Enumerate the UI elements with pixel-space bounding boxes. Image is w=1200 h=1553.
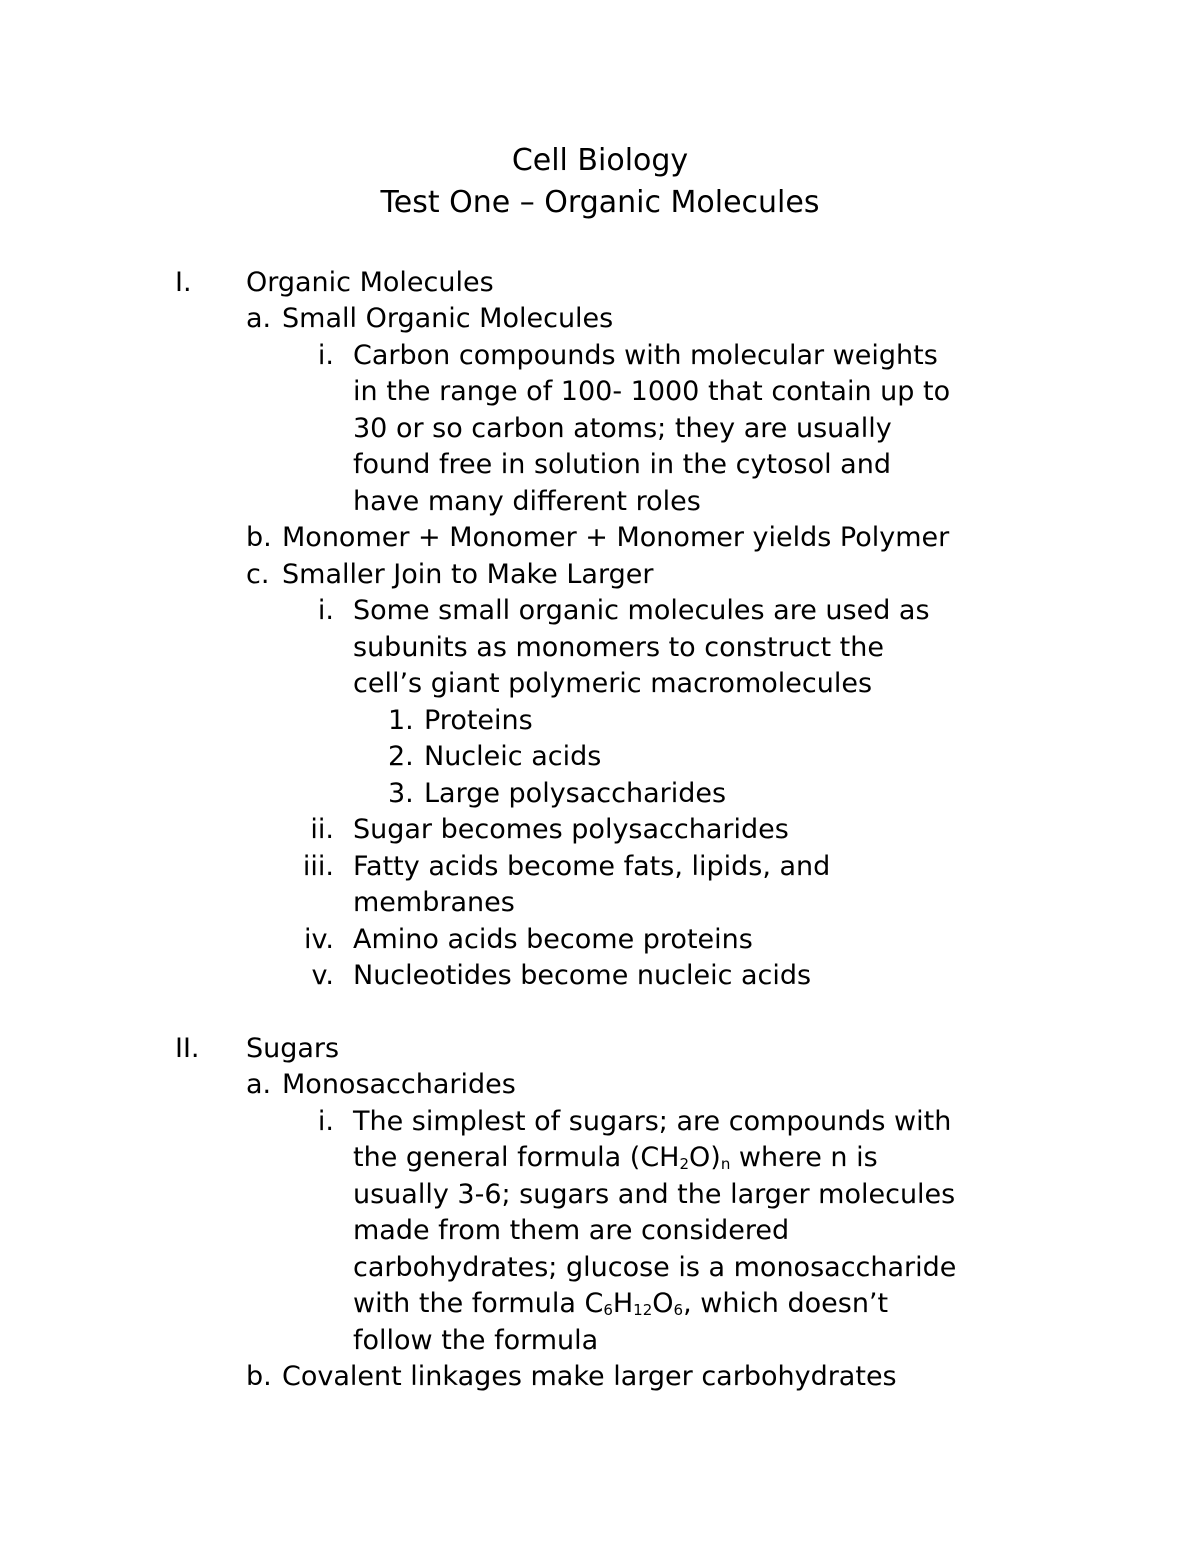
text-run: H [612,1288,634,1319]
list-marker: i. [317,340,334,371]
outline-text-line: The simplest of sugars; are compounds with [353,1106,952,1137]
text-run: where n is [730,1142,878,1173]
list-marker: 2. [388,741,414,772]
list-item: Proteins [424,705,533,736]
outline-text-line: found free in solution in the cytosol and [353,449,891,480]
list-marker: 1. [388,705,414,736]
outline-text-line: membranes [353,887,515,918]
outline-text-line: made from them are considered [353,1215,790,1246]
document-subtitle: Test One – Organic Molecules [380,185,820,220]
list-marker: iv. [304,924,334,955]
text-run: , which doesn’t [683,1288,889,1319]
document-title: Cell Biology [511,143,689,178]
section-marker: I. [175,267,192,298]
outline-text-line: 30 or so carbon atoms; they are usually [353,413,892,444]
list-marker: a. [246,1069,272,1100]
subscript: 6 [603,1301,613,1319]
outline-text-line: follow the formula [353,1325,599,1356]
outline-text-line: Carbon compounds with molecular weights [353,340,938,371]
outline-item: Monosaccharides [282,1069,516,1100]
subscript: 2 [679,1155,690,1173]
list-marker: i. [317,595,334,626]
list-item: Nucleic acids [424,741,602,772]
text-run: O [652,1288,674,1319]
section-heading: Organic Molecules [246,267,494,298]
text-run: the general formula (CH [353,1142,680,1173]
outline-item: Amino acids become proteins [353,924,753,955]
outline-text-line: Fatty acids become fats, lipids, and [353,851,831,882]
section-marker: II. [175,1033,200,1064]
subscript: 6 [673,1301,684,1319]
section-heading: Sugars [246,1033,340,1064]
list-marker: a. [246,303,272,334]
subscript: n [720,1155,731,1173]
outline-text-line: Some small organic molecules are used as [353,595,930,626]
list-marker: 3. [388,778,414,809]
list-marker: iii. [302,851,334,882]
outline-item: Small Organic Molecules [282,303,614,334]
list-marker: b. [246,522,272,553]
list-item: Large polysaccharides [424,778,727,809]
outline-text-line: cell’s giant polymeric macromolecules [353,668,873,699]
outline-item: Smaller Join to Make Larger [282,559,654,590]
outline-text-line: in the range of 100- 1000 that contain up to [353,376,951,407]
formula-line [353,1140,878,1176]
outline-text-line: usually 3-6; sugars and the larger molecules [353,1179,956,1210]
outline-item: Monomer + Monomer + Monomer yields Polymer [282,522,950,553]
outline-text-line: carbohydrates; glucose is a monosaccharide [353,1252,957,1283]
text-run: O) [689,1142,721,1173]
list-marker: b. [246,1361,272,1392]
outline-text-line: subunits as monomers to construct the [353,632,884,663]
list-marker: v. [311,960,334,991]
list-marker: ii. [310,814,334,845]
outline-item: Sugar becomes polysaccharides [353,814,789,845]
outline-item: Covalent linkages make larger carbohydrates [282,1361,897,1392]
outline-text-line: have many different roles [353,486,701,517]
text-run: with the formula C [353,1288,604,1319]
list-marker: i. [317,1106,334,1137]
list-marker: c. [246,559,270,590]
subscript: 12 [633,1301,653,1319]
formula-line [353,1286,888,1322]
outline-item: Nucleotides become nucleic acids [353,960,812,991]
